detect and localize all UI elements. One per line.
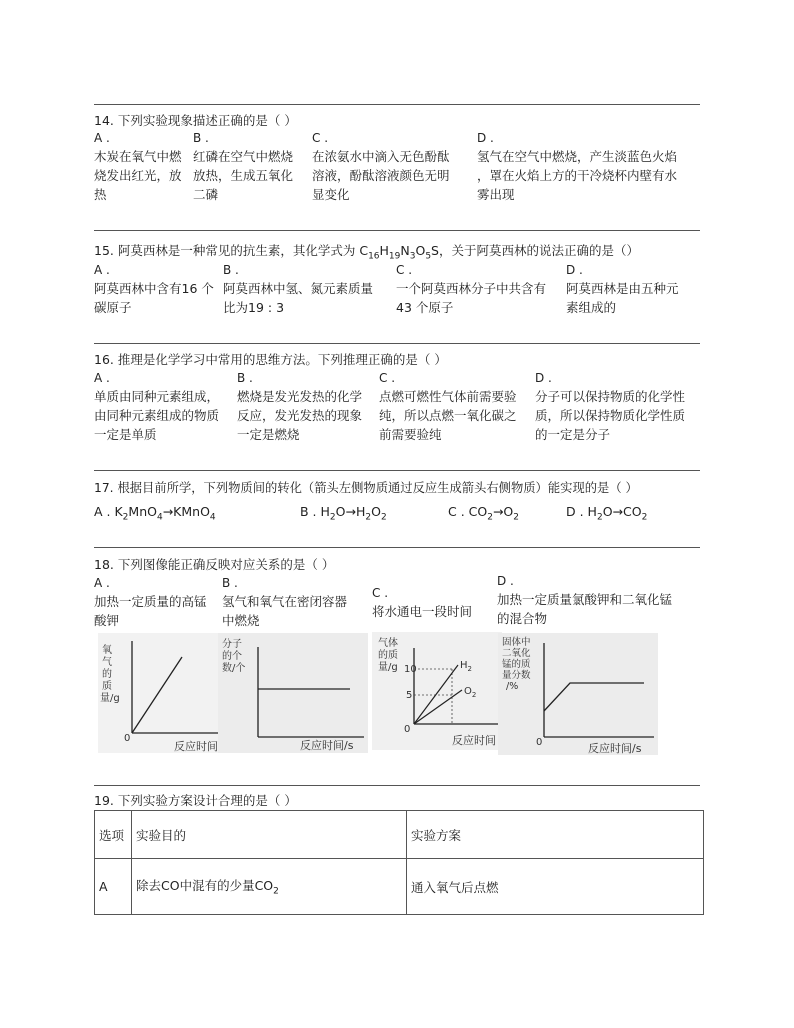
divider <box>94 104 700 105</box>
option-text: 前需要验纯 <box>379 427 442 442</box>
option-cell: A <box>95 859 132 915</box>
q14-option-a[interactable] <box>94 131 194 204</box>
option-label: D . <box>477 131 494 145</box>
option-label: A . <box>94 576 110 590</box>
option-text: ，罩在火焰上方的干冷烧杯内壁有水 <box>477 168 678 183</box>
q15-option-a[interactable] <box>94 263 224 317</box>
option-text: 酸钾 <box>94 613 120 628</box>
option-text: 雾出现 <box>477 187 515 202</box>
header-cell: 选项 <box>95 811 132 859</box>
divider <box>94 230 700 231</box>
option-label: A . <box>94 131 110 145</box>
option-label: D . <box>566 263 583 277</box>
header-cell: 实验方案 <box>407 811 704 859</box>
graph-b <box>218 633 368 753</box>
header-cell: 实验目的 <box>132 811 407 859</box>
q18-option-a[interactable] <box>94 576 224 630</box>
plan-cell: 通入氧气后点燃 <box>407 859 704 915</box>
q14-option-d[interactable] <box>477 131 702 204</box>
option-text: 阿莫西林是由五种元 <box>566 281 679 296</box>
option-label: B . <box>223 263 239 277</box>
x-axis-label: 反应时间/s <box>588 742 642 755</box>
graph-c <box>372 632 502 750</box>
option-text: 氢气和氧气在密闭容器 <box>222 594 348 609</box>
graph-a <box>98 633 228 753</box>
y-axis-label: 量/g <box>100 693 120 704</box>
option-text: 一个阿莫西林分子中共含有 <box>396 281 547 296</box>
divider <box>94 547 700 548</box>
option-text: 红磷在空气中燃烧 <box>193 149 294 164</box>
q16-option-d[interactable] <box>535 371 705 444</box>
option-label: C . <box>396 263 413 277</box>
x-axis-label: 反应时间 <box>174 740 218 753</box>
graph-d <box>498 633 658 755</box>
option-text: 点燃可燃性气体前需要验 <box>379 389 517 404</box>
option-text: 中燃烧 <box>222 613 260 628</box>
origin-label: 0 <box>536 737 543 748</box>
q17-option-a[interactable]: A . $K_2MnO_4\to KMnO_4$ <box>94 504 216 523</box>
option-text: 的混合物 <box>497 611 548 626</box>
option-text: 一定是单质 <box>94 427 157 442</box>
option-label: B . <box>222 576 238 590</box>
option-text: 在浓氨水中滴入无色酚酞 <box>312 149 450 164</box>
option-text: 烧发出红光，放 <box>94 168 182 183</box>
q18-option-b[interactable] <box>222 576 367 630</box>
option-label: C . <box>372 586 389 600</box>
q16-option-c[interactable] <box>379 371 539 444</box>
option-text: 的一定是分子 <box>535 427 611 442</box>
q16-option-b[interactable] <box>237 371 382 444</box>
option-text: 加热一定质量的高锰 <box>94 594 207 609</box>
y-axis-label: /% <box>506 681 519 692</box>
q18-option-c[interactable] <box>372 586 497 621</box>
question-19-stem: 19. 下列实验方案设计合理的是（ ） <box>94 793 297 808</box>
q15-option-c[interactable] <box>396 263 566 317</box>
q17-option-d[interactable]: D . $H_2O\to CO_2$ <box>566 504 648 523</box>
option-text: 热 <box>94 187 107 202</box>
option-label: A . <box>94 263 110 277</box>
option-text: 由同种元素组成的物质 <box>94 408 220 423</box>
option-label: B . <box>193 131 209 145</box>
question-17-stem: 17. 根据目前所学，下列物质间的转化（箭头左侧物质通过反应生成箭头右侧物质）能实现的是（ ） <box>94 481 638 495</box>
y-axis-label: 量/g <box>378 662 398 673</box>
option-text: 木炭在氧气中燃 <box>94 149 182 164</box>
y-axis-label: 的个 <box>222 651 242 662</box>
origin-label: 0 <box>404 724 411 735</box>
option-text: 碳原子 <box>94 300 132 315</box>
option-text: 加热一定质量氯酸钾和二氧化锰 <box>497 592 673 607</box>
option-label: D . <box>497 574 514 588</box>
q14-option-b[interactable] <box>193 131 308 204</box>
option-text: 显变化 <box>312 187 350 202</box>
option-text: 一定是燃烧 <box>237 427 300 442</box>
divider <box>94 785 700 786</box>
o2-label: $O_2$ <box>464 686 477 699</box>
x-axis-label: 反应时间 <box>452 734 496 747</box>
y-axis-label: 数/个 <box>222 663 246 674</box>
option-text: 阿莫西林中氢、氮元素质量 <box>223 281 374 296</box>
question-16-stem: 16. 推理是化学学习中常用的思维方法。下列推理正确的是（ ） <box>94 352 447 367</box>
divider <box>94 343 700 344</box>
q14-option-c[interactable] <box>312 131 472 204</box>
y-axis-label: 二氧化 <box>502 648 531 659</box>
option-text: 质，所以保持物质化学性质 <box>535 408 686 423</box>
option-text: 二磷 <box>193 187 219 202</box>
y-axis-label: 气 <box>102 657 112 668</box>
y-axis-label: 氧 <box>102 645 112 656</box>
origin-label: 0 <box>124 733 131 744</box>
option-label: B . <box>237 371 253 385</box>
tick-label-10: 10 <box>404 664 417 675</box>
q19-table <box>94 810 704 915</box>
table-row[interactable] <box>95 859 704 915</box>
y-axis-label: 的 <box>102 669 112 680</box>
option-text: 43 个原子 <box>396 300 454 315</box>
option-text: 反应，发光发热的现象 <box>237 408 363 423</box>
y-axis-label: 气体 <box>378 638 398 649</box>
y-axis-label: 分子 <box>222 639 242 650</box>
goal-cell: 除去CO中混有的少量$CO_2$ <box>132 859 407 915</box>
option-text: 氢气在空气中燃烧，产生淡蓝色火焰 <box>477 149 678 164</box>
option-text: 分子可以保持物质的化学性 <box>535 389 686 404</box>
question-15-stem: 15. 阿莫西林是一种常见的抗生素，其化学式为 $C_{16}H_{19}N_3O_5S$，关于阿莫西林的说法正确的是（） <box>94 243 639 262</box>
option-label: C . <box>312 131 329 145</box>
option-text: 单质由同种元素组成， <box>94 389 220 404</box>
question-14-stem: 14. 下列实验现象描述正确的是（ ） <box>94 113 297 128</box>
y-axis-label: 质 <box>102 681 112 692</box>
x-axis-label: 反应时间/s <box>300 739 354 752</box>
option-label: D . <box>535 371 552 385</box>
q17-option-b[interactable]: B . $H_2O\to H_2O_2$ <box>300 504 387 523</box>
q18-option-d[interactable] <box>497 574 702 628</box>
option-text: 将水通电一段时间 <box>372 604 473 619</box>
option-text: 纯，所以点燃一氧化碳之 <box>379 408 517 423</box>
q15-option-d[interactable] <box>566 263 706 317</box>
y-axis-label: 量分数 <box>502 670 531 681</box>
option-text: 燃烧是发光发热的化学 <box>237 389 363 404</box>
tick-label-5: 5 <box>406 690 413 701</box>
divider <box>94 470 700 471</box>
option-label: A . <box>94 371 110 385</box>
option-text: 放热，生成五氧化 <box>193 168 294 183</box>
y-axis-label: 锰的质 <box>502 659 531 670</box>
question-18-stem: 18. 下列图像能正确反映对应关系的是（ ） <box>94 557 335 572</box>
table-header-row <box>95 811 704 859</box>
option-text: 素组成的 <box>566 300 617 315</box>
q15-option-b[interactable] <box>223 263 393 317</box>
option-text: 溶液，酚酞溶液颜色无明 <box>312 168 450 183</box>
y-axis-label: 固体中 <box>502 637 531 648</box>
y-axis-label: 的质 <box>378 650 398 661</box>
q16-option-a[interactable] <box>94 371 239 444</box>
option-text: 阿莫西林中含有16 个 <box>94 281 214 296</box>
h2-label: $H_2$ <box>460 660 472 673</box>
option-text: 比为19 : 3 <box>223 300 285 315</box>
option-label: C . <box>379 371 396 385</box>
q17-option-c[interactable]: C . $CO_2\to O_2$ <box>448 504 519 523</box>
